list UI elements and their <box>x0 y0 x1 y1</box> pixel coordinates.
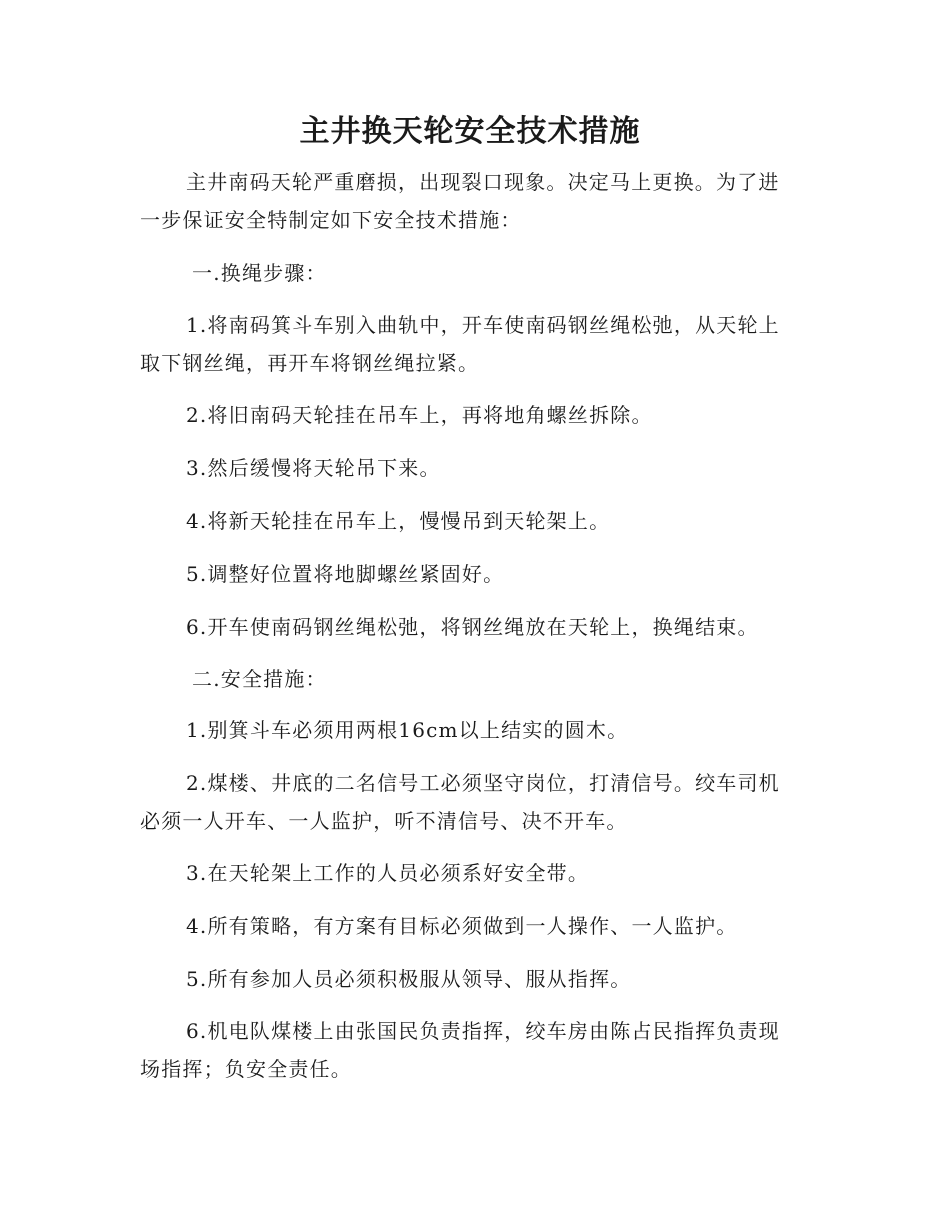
section1-item-6: 6.开车使南码钢丝绳松弛，将钢丝绳放在天轮上，换绳结束。 <box>186 615 759 639</box>
section2-item-1: 1.别箕斗车必须用两根16cm以上结实的圆木。 <box>186 718 629 742</box>
section1-item-5: 5.调整好位置将地脚螺丝紧固好。 <box>186 562 505 586</box>
section1-heading: 一.换绳步骤： <box>192 261 327 285</box>
section1-item-3: 3.然后缓慢将天轮吊下来。 <box>186 456 441 480</box>
section2-item-6: 6.机电队煤楼上由张国民负责指挥，绞车房由陈占民指挥负责现场指挥；负安全责任。 <box>140 1019 780 1081</box>
section2-heading: 二.安全措施： <box>192 667 327 691</box>
section2-item-2: 2.煤楼、井底的二名信号工必须坚守岗位，打清信号。绞车司机必须一人开车、一人监护，听不清信号、决不开车。 <box>140 771 780 833</box>
section2-item-5: 5.所有参加人员必须积极服从领导、服从指挥。 <box>186 967 632 991</box>
section1-item-1: 1.将南码箕斗车别入曲轨中，开车使南码钢丝绳松弛，从天轮上取下钢丝绳，再开车将钢丝绳拉紧。 <box>140 313 780 375</box>
section1-item-2: 2.将旧南码天轮挂在吊车上，再将地角螺丝拆除。 <box>186 403 653 427</box>
section1-item-4: 4.将新天轮挂在吊车上，慢慢吊到天轮架上。 <box>186 509 611 533</box>
section2-item-4: 4.所有策略，有方案有目标必须做到一人操作、一人监护。 <box>186 914 738 938</box>
intro-paragraph: 主井南码天轮严重磨损，出现裂口现象。决定马上更换。为了进一步保证安全特制定如下安全技术措施： <box>140 170 780 232</box>
document-title: 主井换天轮安全技术措施 <box>299 114 641 149</box>
section2-item-3: 3.在天轮架上工作的人员必须系好安全带。 <box>186 861 590 885</box>
